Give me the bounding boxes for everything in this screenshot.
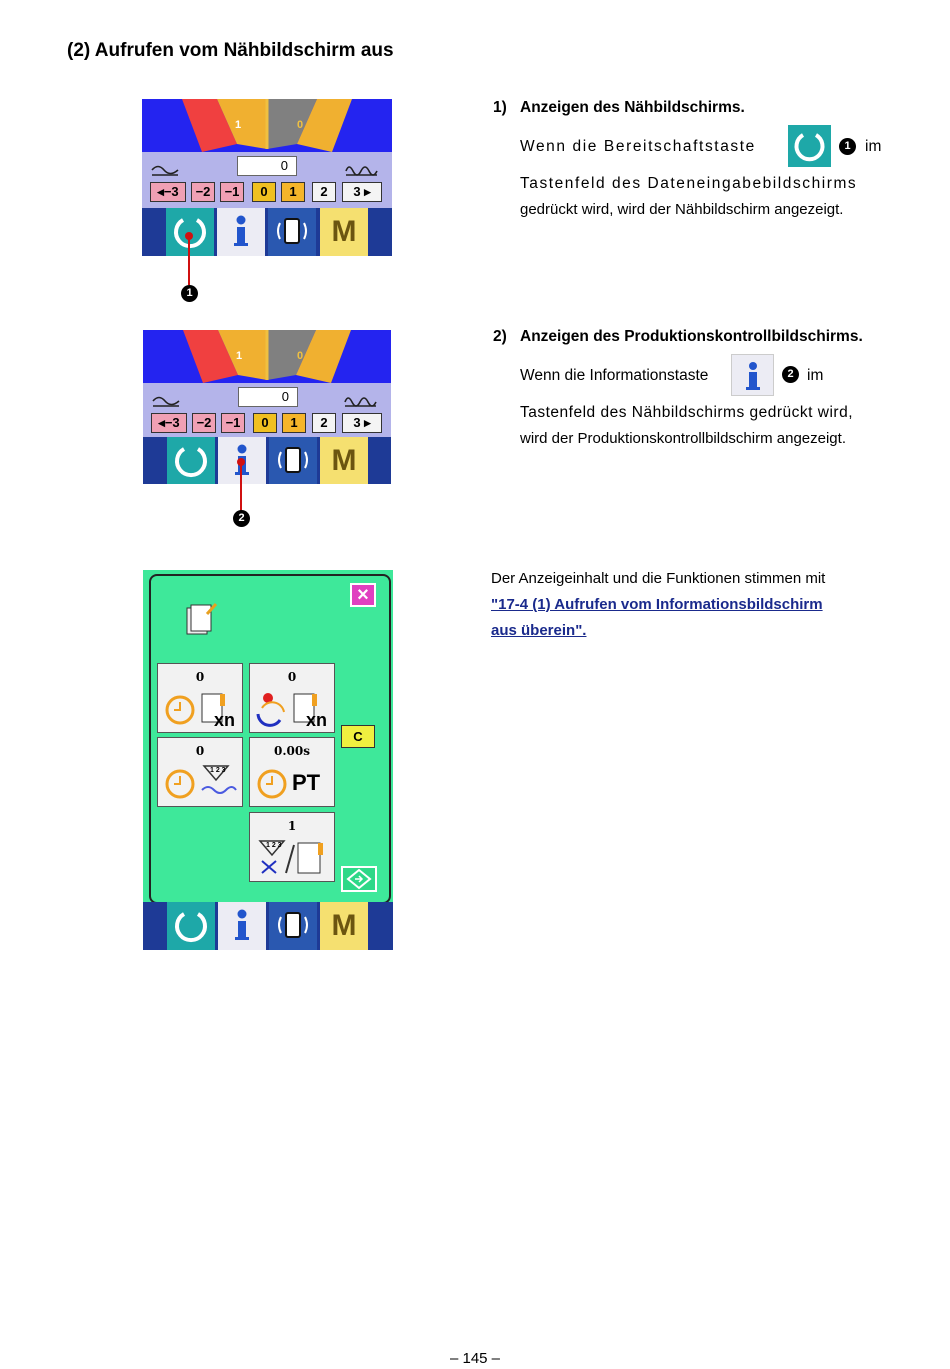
ready-icon: [788, 125, 831, 167]
tile2-value: 0: [287, 670, 297, 684]
thread-cut-shirt-icon: [250, 839, 334, 879]
clear-button[interactable]: C: [341, 725, 375, 748]
gauge-right-value: 0: [297, 350, 304, 362]
gauge-left-value: 1: [235, 119, 242, 131]
step2-callout: 2: [782, 366, 799, 384]
tile3-value: 0: [195, 744, 205, 758]
close-button[interactable]: ×: [350, 583, 376, 607]
counter-box: [238, 387, 298, 407]
tension-key-1[interactable]: 1: [282, 413, 306, 433]
info-tile-3[interactable]: [157, 737, 243, 807]
ready-icon: [167, 902, 215, 950]
confirm-button[interactable]: [341, 866, 377, 892]
counter-value: 0: [280, 158, 288, 173]
counter-strip: [142, 152, 392, 208]
ready-icon: [167, 437, 215, 484]
gauge-arcs: [142, 99, 392, 152]
step1-number: 1): [493, 99, 507, 116]
step2-line2: Tastenfeld des Nähbildschirms gedrückt wird,: [520, 404, 853, 421]
info-tile-5[interactable]: [249, 812, 335, 882]
tension-key-minus2[interactable]: −2: [192, 413, 216, 433]
info-icon: [732, 355, 773, 395]
tension-key-2[interactable]: 2: [312, 182, 336, 202]
tension-key-2[interactable]: 2: [312, 413, 336, 433]
high-tension-icon: [343, 394, 377, 408]
info-key[interactable]: [218, 902, 266, 950]
info-key-inline: [731, 354, 774, 396]
tension-key-minus3[interactable]: ◂−3: [150, 182, 186, 202]
communication-key[interactable]: [268, 208, 316, 256]
counter-value: 0: [281, 389, 289, 404]
step1-line1-post: im: [865, 138, 882, 155]
tension-key-1[interactable]: 1: [281, 182, 305, 202]
thread-gauge: [143, 330, 391, 383]
note-line1: Der Anzeigeinhalt und die Funktionen stimmen mit: [491, 570, 826, 587]
high-tension-icon: [344, 163, 378, 177]
tension-key-minus1[interactable]: −1: [220, 182, 244, 202]
mode-key[interactable]: M: [320, 208, 368, 256]
mode-key[interactable]: M: [320, 902, 368, 950]
page-number: – 145 –: [449, 1350, 501, 1367]
communication-icon: [269, 902, 317, 950]
shirt-stack-icon: [183, 602, 219, 638]
info-key[interactable]: [217, 208, 265, 256]
tile3-label: 1 2 3: [210, 767, 226, 774]
callout-line-1: [180, 230, 200, 290]
info-icon: [218, 902, 266, 950]
tension-key-0[interactable]: 0: [252, 182, 276, 202]
ready-key[interactable]: [167, 437, 215, 484]
step1-line2: Tastenfeld des Dateneingabebildschirms: [520, 175, 858, 192]
step2-number: 2): [493, 328, 507, 345]
step2-line1-pre: Wenn die Informationstaste: [520, 367, 709, 384]
info-tile-2[interactable]: [249, 663, 335, 733]
step2-line3: wird der Produktionskontrollbildschirm angezeigt.: [520, 430, 846, 447]
confirm-icon: [343, 868, 375, 890]
communication-key[interactable]: [269, 437, 317, 484]
counter-box: [237, 156, 297, 176]
section-title: (2) Aufrufen vom Nähbildschirm aus: [67, 40, 394, 61]
reference-link-line1[interactable]: "17-4 (1) Aufrufen vom Informationsbildschirm: [491, 596, 823, 613]
info-tile-4[interactable]: [249, 737, 335, 807]
mode-key[interactable]: M: [320, 437, 368, 484]
ready-key-inline: [788, 125, 831, 167]
step1-line1-pre: Wenn die Bereitschaftstaste: [520, 138, 756, 155]
tile4-value: 0.00s: [274, 744, 310, 758]
counter-strip: [143, 383, 391, 437]
reference-link-line2[interactable]: aus überein".: [491, 622, 587, 639]
tension-key-minus1[interactable]: −1: [221, 413, 245, 433]
tile4-label: PT: [292, 770, 321, 795]
bottom-key-row: [143, 437, 391, 484]
step1-heading: Anzeigen des Nähbildschirms.: [520, 99, 745, 116]
tile1-label: xn: [214, 710, 236, 730]
tile1-value: 0: [195, 670, 205, 684]
info-tile-1[interactable]: [157, 663, 243, 733]
tile2-label: xn: [306, 710, 328, 730]
thread-gauge: [142, 99, 392, 152]
tile5-value: 1: [287, 819, 297, 833]
ready-key[interactable]: [167, 902, 215, 950]
callout-2: 2: [233, 510, 250, 527]
production-control-screen: [143, 570, 393, 950]
communication-icon: [268, 208, 316, 256]
tension-key-minus3[interactable]: ◂−3: [151, 413, 187, 433]
step1-line1: [520, 134, 756, 159]
step2-line1-post: im: [807, 367, 824, 384]
tension-key-3[interactable]: 3 ▸: [342, 413, 382, 433]
bottom-key-row: [143, 902, 393, 950]
clock-thread-icon: [158, 764, 242, 804]
communication-key[interactable]: [269, 902, 317, 950]
low-tension-icon: [150, 163, 180, 177]
info-icon: [217, 208, 265, 256]
gauge-left-value: 1: [236, 350, 243, 362]
tension-key-3[interactable]: 3 ▸: [342, 182, 382, 202]
gauge-arcs: [143, 330, 391, 383]
gauge-right-value: 0: [297, 119, 304, 131]
step2-heading: Anzeigen des Produktionskontrollbildschirms.: [520, 328, 863, 345]
communication-icon: [269, 437, 317, 484]
callout-1: 1: [181, 285, 198, 302]
step1-line3: gedrückt wird, wird der Nähbildschirm angezeigt.: [520, 201, 844, 218]
low-tension-icon: [151, 394, 181, 408]
pitch-time-clock-icon: [250, 764, 290, 804]
sewing-screen-2: [143, 330, 391, 484]
step1-callout: 1: [839, 138, 856, 156]
tension-key-minus2[interactable]: −2: [191, 182, 215, 202]
callout-line-2: [232, 456, 252, 516]
tile5-label: 1 2 3: [266, 842, 282, 849]
tension-key-0[interactable]: 0: [253, 413, 277, 433]
